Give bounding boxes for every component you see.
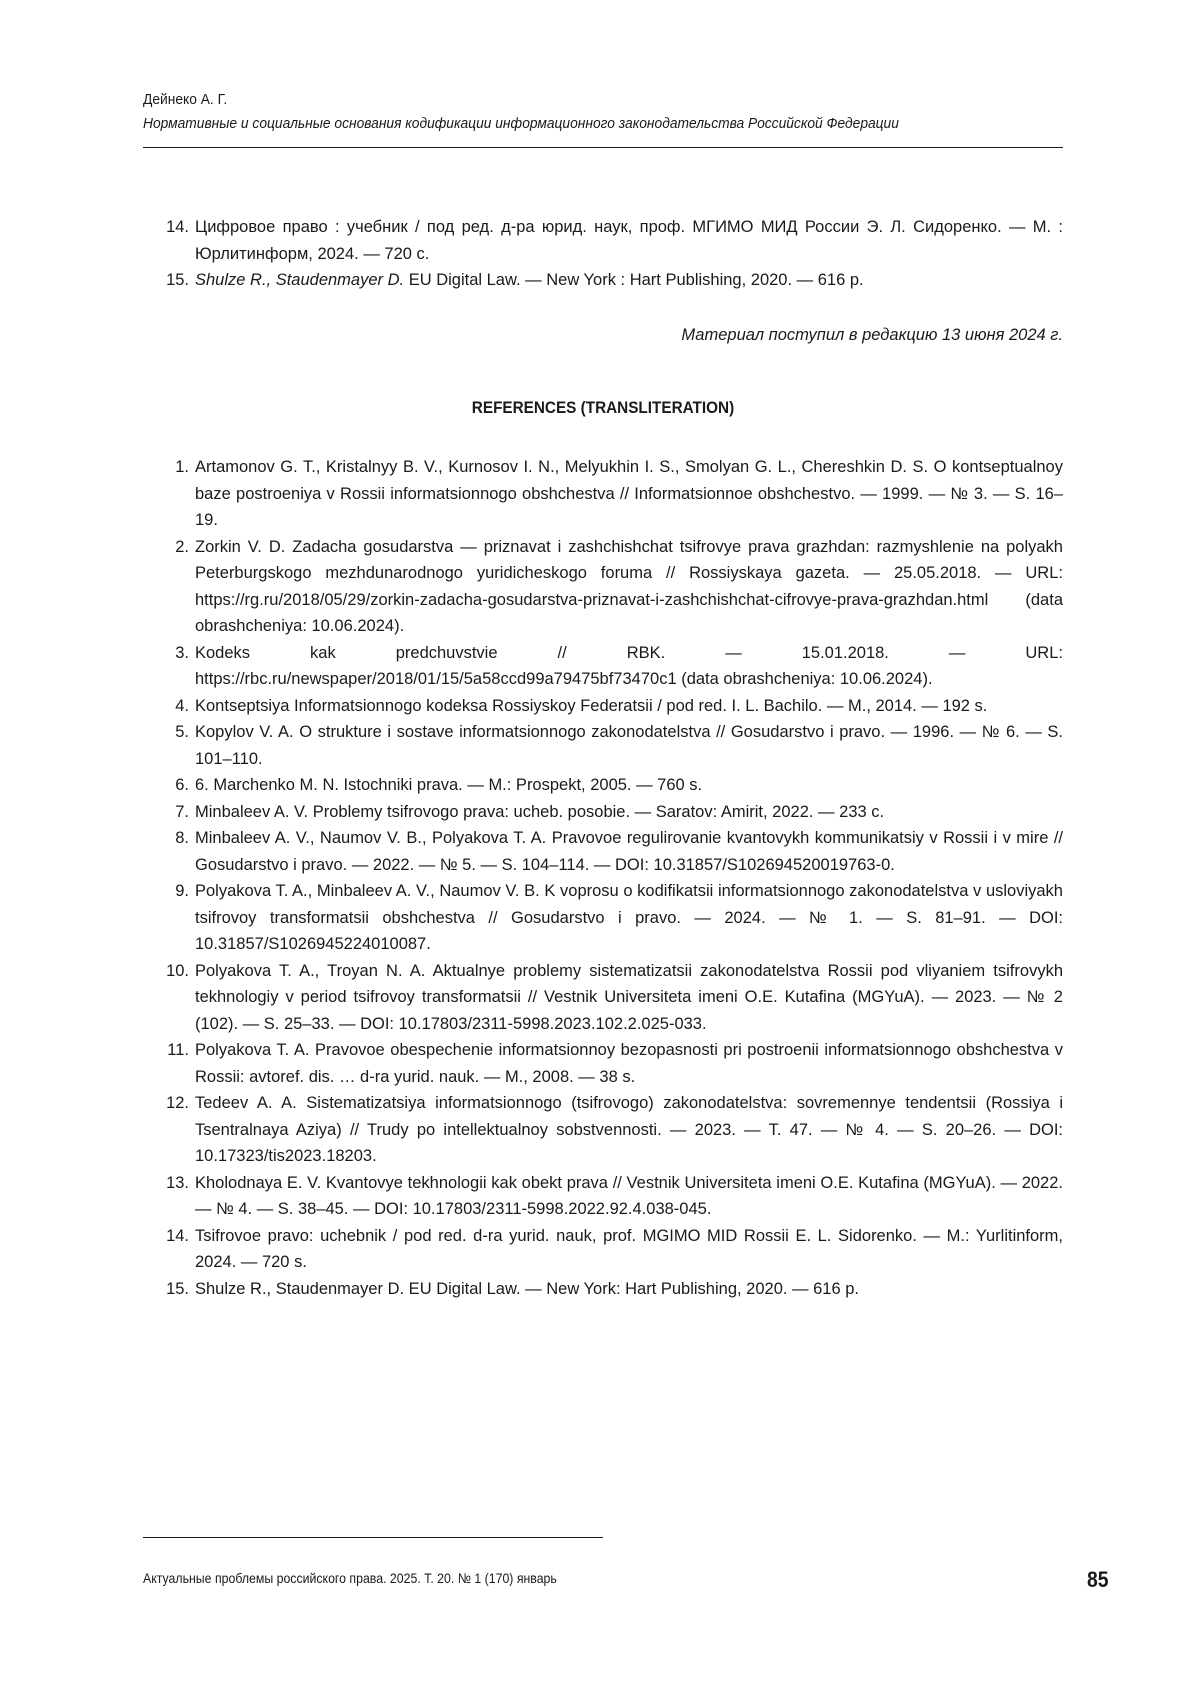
reference-number: 7. xyxy=(143,799,189,826)
reference-item xyxy=(143,640,1063,693)
reference-number: 10. xyxy=(143,958,189,985)
reference-text: Цифровое право : учебник / под ред. д-ра юрид. наук, проф. МГИМО МИД России Э. Л. Сидоренко. — М. : Юрлитинформ, 2024. — 720 с. xyxy=(195,218,1063,263)
references-heading: REFERENCES (TRANSLITERATION) xyxy=(189,396,1017,420)
reference-text: Polyakova T. A. Pravovoe obespechenie informatsionnoy bezopasnosti pri postroenii informatsionnogo obshchestva v Rossii: avtoref. dis. … d-ra yurid. nauk. — M., 2008. — 38 s. xyxy=(195,1041,1063,1086)
reference-item xyxy=(143,772,1063,799)
reference-text: Kontseptsiya Informatsionnogo kodeksa Rossiyskoy Federatsii / pod red. I. L. Bachilo. — M., 2014. — 192 s. xyxy=(195,697,987,715)
reference-item xyxy=(143,267,1063,294)
reference-item xyxy=(143,214,1063,267)
reference-text: Polyakova T. A., Minbaleev A. V., Naumov V. B. K voprosu o kodifikatsii informatsionnogo zakonodatelstva v usloviyakh tsifrovoy transformatsii obshchestva // Gosudarstvo i pravo. — 2024. — № 1. — S. 81–91. — DOI: 10.31857/S1026945224010087. xyxy=(195,882,1063,953)
reference-text: Kopylov V. A. O strukture i sostave informatsionnogo zakonodatelstva // Gosudarstvo i pravo. — 1996. — № 6. — S. 101–110. xyxy=(195,723,1063,768)
reference-number: 11. xyxy=(143,1037,189,1064)
reference-item xyxy=(143,799,1063,826)
reference-item xyxy=(143,534,1063,640)
header-divider xyxy=(143,147,1063,148)
reference-item xyxy=(143,1090,1063,1170)
reference-number: 14. xyxy=(143,1223,189,1250)
reference-number: 15. xyxy=(143,267,189,294)
reference-text: Kholodnaya E. V. Kvantovye tekhnologii kak obekt prava // Vestnik Universiteta imeni O.E. Kutafina (MGYuA). — 2022. — № 4. — S. 38–45. — DOI: 10.17803/2311-5998.2022.92.4.038-045. xyxy=(195,1174,1063,1219)
footer-divider xyxy=(143,1537,603,1538)
reference-number: 15. xyxy=(143,1276,189,1303)
reference-number: 2. xyxy=(143,534,189,561)
reference-item xyxy=(143,1223,1063,1276)
reference-number: 5. xyxy=(143,719,189,746)
reference-item xyxy=(143,1276,1063,1303)
reference-number: 8. xyxy=(143,825,189,852)
page-number: 85 xyxy=(1086,1566,1108,1594)
reference-item xyxy=(143,719,1063,772)
reference-text: Zorkin V. D. Zadacha gosudarstva — priznavat i zashchishchat tsifrovye prava grazhdan: razmyshlenie na polyakh Peterburgskogo mezhdunarodnogo yuridicheskogo foruma // Rossiyskaya gazeta. — 25.05.2018. — URL: https://rg.ru/2018/05/29/zorkin-zadacha-gosudarstva-priznavat-i-zashchishchat-cifrovye-prava-grazhdan.html (data obrashcheniya: 10.06.2024). xyxy=(195,538,1063,636)
reference-item xyxy=(143,825,1063,878)
reference-item xyxy=(143,878,1063,958)
reference-item xyxy=(143,1170,1063,1223)
reference-number: 6. xyxy=(143,772,189,799)
received-note: Материал поступил в редакцию 13 июня 2024 г. xyxy=(143,322,1063,348)
reference-text: Kodeks kak predchuvstvie // RBK. — 15.01.2018. — URL: https://rbc.ru/newspaper/2018/01/15/5a58ccd99a79475bf73470c1 (data obrashcheniya: 10.06.2024). xyxy=(195,644,1063,689)
reference-text: Artamonov G. T., Kristalnyy B. V., Kurnosov I. N., Melyukhin I. S., Smolyan G. L., Chereshkin D. S. O kontseptualnoy baze postroeniya v Rossii informatsionnogo obshchestva // Informatsionnoe obshchestvo. — 1999. — № 3. — S. 16–19. xyxy=(195,458,1063,529)
running-head-article-title: Нормативные и социальные основания кодификации информационного законодательства Российской Федерации xyxy=(143,112,989,136)
reference-text: Tedeev A. A. Sistematizatsiya informatsionnogo (tsifrovogo) zakonodatelstva: sovremennye tendentsii (Rossiya i Tsentralnaya Aziya) // Trudy po intellektualnoy sobstvennosti. — 2023. — T. 47. — № 4. — S. 20–26. — DOI: 10.17323/tis2023.18203. xyxy=(195,1094,1063,1165)
reference-item xyxy=(143,454,1063,534)
reference-text: Polyakova T. A., Troyan N. A. Aktualnye problemy sistematizatsii zakonodatelstva Rossii pod vliyaniem tsifrovykh tekhnologiy v period tsifrovoy transformatsii // Vestnik Universiteta imeni O.E. Kutafina (MGYuA). — 2023. — № 2 (102). — S. 25–33. — DOI: 10.17803/2311-5998.2023.102.2.025-033. xyxy=(195,962,1063,1033)
footer-journal-citation: Актуальные проблемы российского права. 2025. Т. 20. № 1 (170) январь xyxy=(143,1568,759,1588)
reference-number: 9. xyxy=(143,878,189,905)
reference-authors: Shulze R., Staudenmayer D. xyxy=(195,271,404,289)
reference-text: Minbaleev A. V. Problemy tsifrovogo prava: ucheb. posobie. — Saratov: Amirit, 2022. — 233 c. xyxy=(195,803,884,821)
running-head xyxy=(143,88,989,136)
reference-number: 14. xyxy=(143,214,189,241)
reference-text: Minbaleev A. V., Naumov V. B., Polyakova T. A. Pravovoe regulirovanie kvantovykh kommunikatsiy v Rossii i v mire // Gosudarstvo i pravo. — 2022. — № 5. — S. 104–114. — DOI: 10.31857/S102694520019763-0. xyxy=(195,829,1063,874)
reference-number: 4. xyxy=(143,693,189,720)
reference-number: 3. xyxy=(143,640,189,667)
transliterated-reference-list xyxy=(143,454,1063,1302)
reference-number: 13. xyxy=(143,1170,189,1197)
reference-number: 12. xyxy=(143,1090,189,1117)
reference-text: Tsifrovoe pravo: uchebnik / pod red. d-ra yurid. nauk, prof. MGIMO MID Rossii E. L. Sidorenko. — M.: Yurlitinform, 2024. — 720 s. xyxy=(195,1227,1063,1272)
reference-text: 6. Marchenko M. N. Istochniki prava. — M.: Prospekt, 2005. — 760 s. xyxy=(195,776,702,794)
russian-reference-list xyxy=(143,214,1063,294)
running-head-author: Дейнеко А. Г. xyxy=(143,88,989,112)
reference-item xyxy=(143,693,1063,720)
reference-item xyxy=(143,958,1063,1038)
reference-item xyxy=(143,1037,1063,1090)
reference-text: EU Digital Law. — New York : Hart Publishing, 2020. — 616 p. xyxy=(404,271,864,289)
reference-number: 1. xyxy=(143,454,189,481)
reference-text: Shulze R., Staudenmayer D. EU Digital Law. — New York: Hart Publishing, 2020. — 616 p. xyxy=(195,1280,859,1298)
